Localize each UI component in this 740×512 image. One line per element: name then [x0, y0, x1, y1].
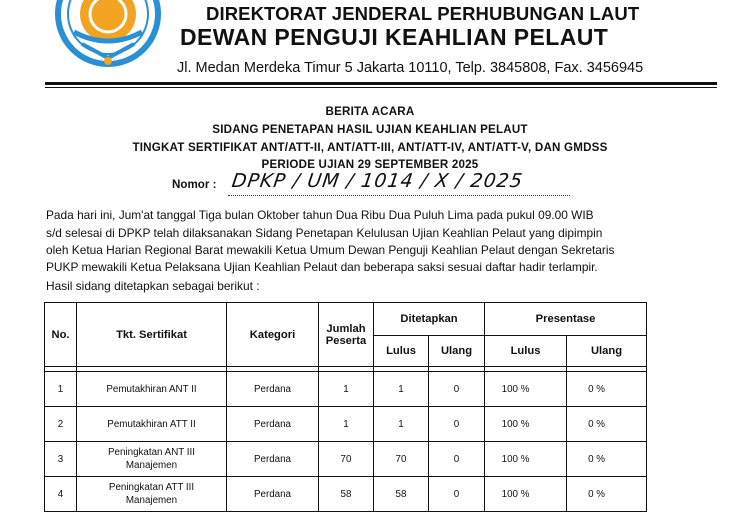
row-repeat-percent: 0 % — [567, 372, 647, 407]
header-no: No. — [45, 303, 77, 367]
row-certificate-line1: Peningkatan ATT III — [108, 482, 195, 493]
row-repeat-percent: 0 % — [567, 477, 647, 512]
ministry-emblem-logo — [52, 0, 164, 70]
row-no: 3 — [45, 442, 77, 477]
header-certificate: Tkt. Sertifikat — [77, 303, 227, 367]
row-certificate — [77, 372, 227, 407]
row-no: 4 — [45, 477, 77, 512]
row-pass: 70 — [374, 442, 429, 477]
row-pass-percent: 100 % — [485, 407, 567, 442]
table-row — [45, 407, 647, 442]
row-certificate-line2: Manajemen — [125, 460, 178, 471]
row-repeat: 0 — [429, 477, 485, 512]
table-row — [45, 477, 647, 512]
header-determined: Ditetapkan — [374, 303, 485, 336]
org-name-board: DEWAN PENGUJI KEAHLIAN PELAUT — [180, 24, 609, 50]
header-participants — [319, 303, 374, 367]
header-repeat-percent: Ulang — [567, 336, 647, 367]
exam-period: PERIODE UJIAN 29 SEPTEMBER 2025 — [261, 158, 479, 171]
row-repeat: 0 — [429, 442, 485, 477]
paragraph-line: PUKP mewakili Ketua Pelaksana Ujian Keahlian Pelaut dan beberapa saksi sesuai daftar hadir terlampir. — [46, 260, 598, 274]
row-no: 1 — [45, 372, 77, 407]
letterhead-rule-thick — [45, 82, 717, 85]
row-no: 2 — [45, 407, 77, 442]
row-participants: 70 — [319, 442, 374, 477]
row-pass-percent: 100 % — [485, 477, 567, 512]
row-category: Perdana — [227, 372, 319, 407]
row-certificate-line1: Peningkatan ANT III — [108, 447, 195, 458]
header-pass: Lulus — [374, 336, 429, 367]
document-title: BERITA ACARA — [325, 105, 415, 118]
nomor-dotted-line — [228, 195, 570, 196]
row-repeat: 0 — [429, 407, 485, 442]
header-percentage: Presentase — [485, 303, 647, 336]
row-repeat-percent: 0 % — [567, 407, 647, 442]
document-subtitle: SIDANG PENETAPAN HASIL UJIAN KEAHLIAN PELAUT — [212, 123, 528, 136]
header-category: Kategori — [227, 303, 319, 367]
paragraph-line: oleh Ketua Harian Regional Barat mewakili Ketua Umum Dewan Penguji Keahlian Pelaut dengan Sekretaris — [46, 243, 615, 257]
row-certificate — [77, 407, 227, 442]
paragraph-line: s/d selesai di DPKP telah dilaksanakan Sidang Penetapan Kelulusan Ujian Keahlian Pelaut yang dipimpin — [46, 226, 603, 240]
header-participants-line2: Peserta — [325, 334, 367, 347]
row-certificate — [77, 442, 227, 477]
nomor-handwritten-value: DPKP / UM / 1014 / X / 2025 — [230, 170, 525, 192]
row-participants: 58 — [319, 477, 374, 512]
nomor-label: Nomor : — [172, 178, 217, 191]
row-pass-percent: 100 % — [485, 442, 567, 477]
row-repeat-percent: 0 % — [567, 442, 647, 477]
header-pass-percent: Lulus — [485, 336, 567, 367]
row-category: Perdana — [227, 442, 319, 477]
row-pass: 1 — [374, 372, 429, 407]
results-table — [44, 302, 647, 512]
row-participants: 1 — [319, 372, 374, 407]
row-pass: 58 — [374, 477, 429, 512]
row-pass: 1 — [374, 407, 429, 442]
results-intro: Hasil sidang ditetapkan sebagai berikut : — [46, 279, 260, 293]
table-row — [45, 442, 647, 477]
table-row — [45, 372, 647, 407]
row-category: Perdana — [227, 477, 319, 512]
row-certificate-line1: Pemutakhiran ATT II — [107, 418, 196, 430]
row-participants: 1 — [319, 407, 374, 442]
row-certificate-line2: Manajemen — [125, 495, 178, 506]
row-certificate-line1: Pemutakhiran ANT II — [106, 383, 197, 395]
paragraph-line: Pada hari ini, Jum'at tanggal Tiga bulan Oktober tahun Dua Ribu Dua Puluh Lima pada pukul 09.00 WIB — [46, 208, 594, 222]
row-repeat: 0 — [429, 372, 485, 407]
certificate-levels: TINGKAT SERTIFIKAT ANT/ATT-II, ANT/ATT-III, ANT/ATT-IV, ANT/ATT-V, DAN GMDSS — [132, 141, 608, 154]
row-certificate — [77, 477, 227, 512]
org-address: Jl. Medan Merdeka Timur 5 Jakarta 10110, Telp. 3845808, Fax. 3456945 — [177, 60, 644, 76]
header-participants-line1: Jumlah — [326, 322, 366, 335]
row-pass-percent: 100 % — [485, 372, 567, 407]
org-name-directorate: DIREKTORAT JENDERAL PERHUBUNGAN LAUT — [206, 3, 640, 24]
header-repeat: Ulang — [429, 336, 485, 367]
row-category: Perdana — [227, 407, 319, 442]
letterhead-rule-thin — [45, 87, 717, 88]
